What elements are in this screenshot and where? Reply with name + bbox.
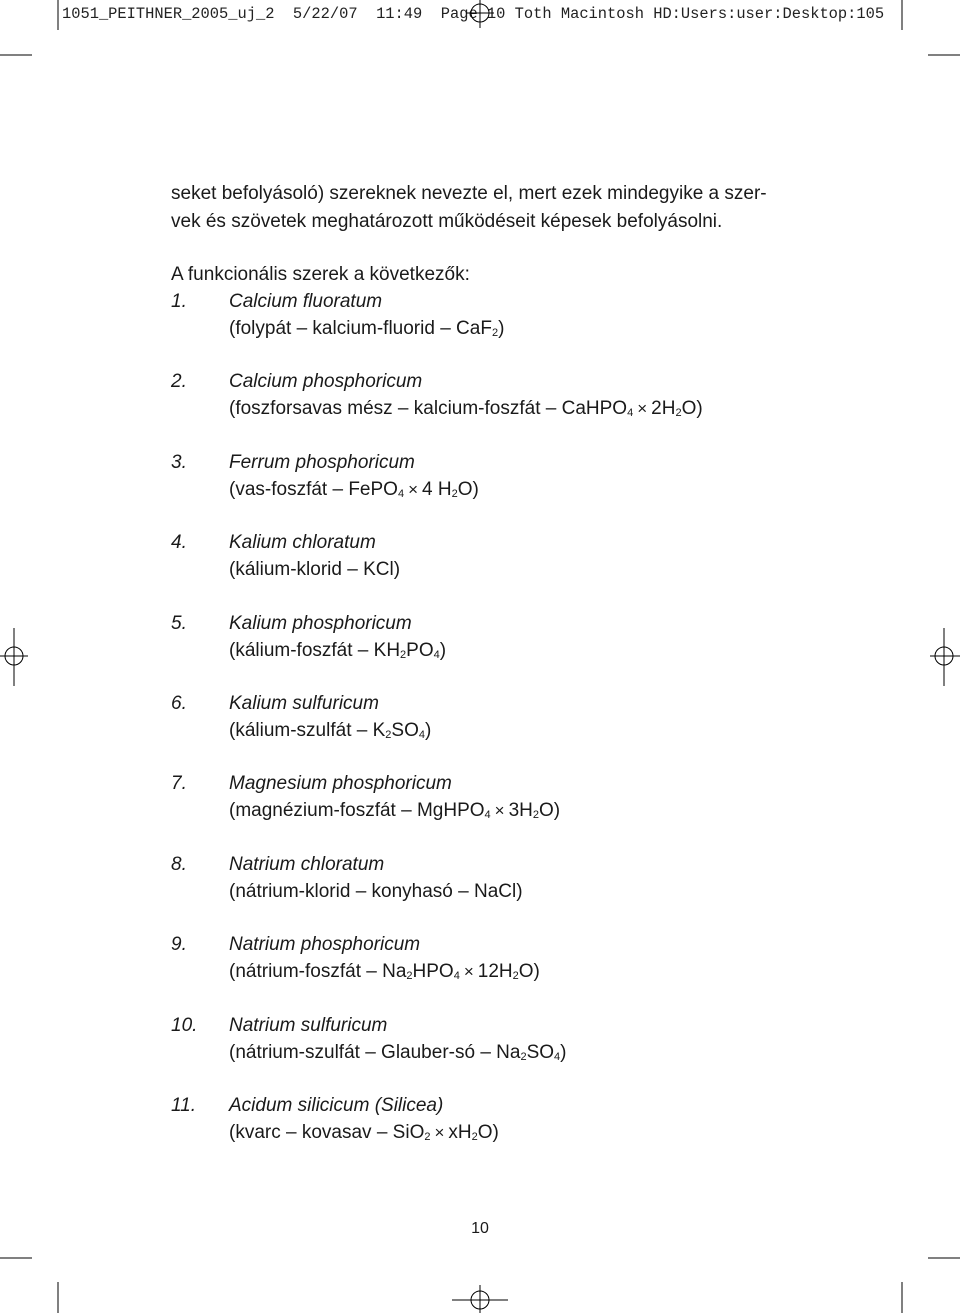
description-text: O) [477, 1122, 499, 1143]
item-description [229, 1039, 566, 1066]
description-text: O) [518, 961, 540, 982]
description-text: xH [448, 1122, 472, 1143]
formula-subscript: 4 [418, 729, 425, 741]
description-text: (kvarc – kovasav – SiO [229, 1122, 425, 1143]
slug-page: Page 10 [440, 5, 506, 23]
formula-subscript: 4 [433, 649, 440, 661]
formula-subscript: 2 [406, 970, 413, 982]
description-text: ) [498, 318, 505, 339]
item-description [229, 797, 560, 824]
description-text: 3H [508, 800, 533, 821]
description-text: ) [560, 1042, 567, 1063]
item-description [229, 1119, 499, 1146]
formula-subscript: 2 [451, 488, 458, 500]
item-number: 7. [171, 773, 187, 794]
formula-subscript: 4 [484, 809, 491, 821]
description-text: HPO [412, 961, 454, 982]
item-description [229, 556, 400, 583]
description-text: (nátrium-klorid – konyhasó – NaCl) [229, 881, 523, 902]
page-number: 10 [471, 1220, 489, 1237]
description-text: O) [457, 479, 479, 500]
description-text: (nátrium-foszfát – Na [229, 961, 407, 982]
item-number: 11. [171, 1095, 197, 1116]
item-number: 9. [171, 934, 187, 955]
item-description [229, 315, 504, 342]
description-text: SO [526, 1042, 555, 1063]
formula-subscript: 2 [520, 1051, 527, 1063]
multiplication-sign: × [408, 480, 419, 499]
slug-file: 1051_PEITHNER_2005_uj_2 [62, 5, 275, 23]
item-description [229, 717, 431, 744]
description-text: O) [681, 398, 703, 419]
formula-subscript: 2 [532, 809, 540, 821]
item-description [229, 395, 703, 422]
intro-line: seket befolyásoló) szereknek nevezte el, mert ezek mindegyike a szer- [171, 183, 767, 204]
formula-subscript: 2 [675, 407, 682, 419]
description-text: (magnézium-foszfát – MgHPO [229, 800, 485, 821]
multiplication-sign: × [494, 801, 505, 820]
formula-subscript: 2 [471, 1131, 478, 1143]
item-number: 8. [171, 854, 187, 875]
item-number: 4. [171, 532, 187, 553]
description-text: PO [406, 640, 434, 661]
formula-subscript: 4 [453, 970, 460, 982]
item-number: 3. [171, 452, 187, 473]
description-text: (kálium-foszfát – KH [229, 640, 401, 661]
item-latin-name: Magnesium phosphoricum [229, 773, 452, 794]
description-text: (foszforsavas mész – kalcium-foszfát – CaHPO [229, 398, 628, 419]
slug-time: 11:49 [376, 5, 423, 23]
description-text: ) [424, 720, 432, 741]
item-latin-name: Ferrum phosphoricum [229, 452, 415, 473]
item-latin-name: Acidum silicicum (Silicea) [229, 1095, 444, 1116]
item-latin-name: Natrium chloratum [229, 854, 385, 875]
item-number: 6. [171, 693, 187, 714]
list-heading: A funkcionális szerek a következők: [171, 264, 470, 285]
item-latin-name: Kalium sulfuricum [229, 693, 379, 714]
slug-date: 5/22/07 [292, 5, 358, 23]
item-number: 2. [171, 371, 187, 392]
item-description [229, 958, 540, 985]
description-text: O) [539, 800, 561, 821]
item-description [229, 878, 523, 905]
description-text: 2H [651, 398, 676, 419]
formula-subscript: 4 [627, 407, 634, 419]
description-text: 4 H [422, 479, 452, 500]
slug-user: Toth [514, 5, 552, 23]
multiplication-sign: × [637, 399, 648, 418]
slug-path: Macintosh HD:Users:user:Desktop:105 [560, 5, 885, 23]
formula-subscript: 2 [385, 729, 392, 741]
description-text: ) [439, 640, 447, 661]
item-latin-name: Kalium chloratum [229, 532, 376, 553]
description-text: (kálium-klorid – KCl) [229, 559, 401, 580]
item-description [229, 476, 479, 503]
item-latin-name: Calcium phosphoricum [229, 371, 423, 392]
item-latin-name: Kalium phosphoricum [229, 613, 412, 634]
multiplication-sign: × [434, 1123, 445, 1142]
description-text: (nátrium-szulfát – Glauber-só – Na [229, 1042, 521, 1063]
item-latin-name: Calcium fluoratum [229, 291, 383, 312]
formula-subscript: 2 [424, 1131, 431, 1143]
item-latin-name: Natrium phosphoricum [229, 934, 421, 955]
item-description [229, 637, 446, 664]
formula-subscript: 2 [400, 649, 407, 661]
item-number: 1. [171, 291, 187, 312]
formula-subscript: 4 [397, 488, 405, 500]
description-text: SO [391, 720, 419, 741]
description-text: (vas-foszfát – FePO [229, 479, 398, 500]
description-text: 12H [477, 961, 513, 982]
formula-subscript: 2 [491, 327, 499, 339]
intro-paragraph [171, 180, 821, 236]
intro-line: vek és szövetek meghatározott működéseit képesek befolyásolni. [171, 211, 723, 232]
item-latin-name: Natrium sulfuricum [229, 1015, 388, 1036]
description-text: (kálium-szulfát – K [229, 720, 386, 741]
item-number: 5. [171, 613, 187, 634]
description-text: (folypát – kalcium-fluorid – CaF [229, 318, 492, 339]
item-number: 10. [171, 1015, 198, 1036]
formula-subscript: 2 [512, 970, 519, 982]
multiplication-sign: × [463, 962, 474, 981]
formula-subscript: 4 [554, 1051, 561, 1063]
